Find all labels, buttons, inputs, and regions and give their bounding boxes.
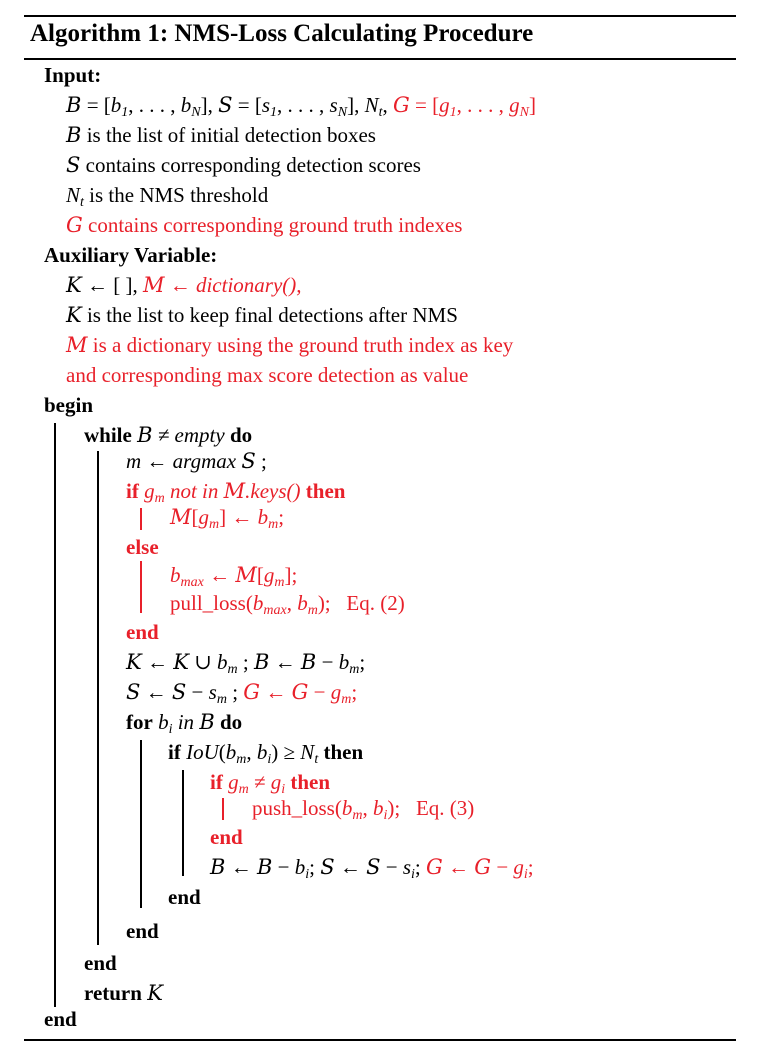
end-if-iou-keyword: end — [168, 885, 201, 909]
else-block-bar — [140, 561, 142, 613]
if-gm-gi-line: if $g_m \ne g_i$ then — [210, 770, 331, 797]
if-gm-gi-block-bar — [222, 798, 224, 820]
auxiliary-desc-k: K is the list to keep final detections after NMS — [66, 303, 458, 327]
end-begin-keyword: end — [44, 1007, 77, 1031]
title-rule — [24, 58, 736, 60]
top-rule — [24, 15, 736, 17]
begin-keyword: begin — [44, 393, 94, 417]
end-if-gm-gi-keyword: end — [210, 825, 243, 849]
auxiliary-heading: Auxiliary Variable: — [44, 243, 218, 267]
for-line: for $b_i$ in B do — [126, 710, 243, 737]
update-k-b-line: K ← K ∪ $b_m$ ; B ← $B - b_m$; — [126, 650, 366, 677]
return-line: return K — [84, 981, 163, 1005]
update-s-g-line: S ← $S - s_m$ ; G ← $G - g_m$; — [126, 680, 358, 707]
bmax-line: $b_{max}$ ← $M[g_m]$; — [170, 563, 298, 590]
while-block-bar — [97, 451, 99, 945]
argmax-line: m ← argmax S ; — [126, 449, 267, 473]
input-desc-nt: $N_t$ is the NMS threshold — [66, 183, 269, 210]
auxiliary-desc-m-2: and corresponding max score detection as value — [66, 363, 469, 387]
input-desc-s: S contains corresponding detection scores — [66, 153, 421, 177]
auxiliary-definition: K ← [ ], M ← dictionary(), — [66, 273, 302, 297]
if-gm-line: if $g_m$ not in M.keys() then — [126, 479, 346, 506]
if-iou-block-bar — [182, 770, 184, 876]
input-desc-g: G contains corresponding ground truth indexes — [66, 213, 463, 237]
end-for-keyword: end — [126, 919, 159, 943]
end-while-keyword: end — [84, 951, 117, 975]
auxiliary-desc-m-1: M is a dictionary using the ground truth index as key — [66, 333, 514, 357]
if-block-bar — [140, 508, 142, 530]
algorithm-title: Algorithm 1: NMS-Loss Calculating Procedure — [30, 20, 534, 47]
input-definition: $B = [b_1$, . . . , $b_N$], $S = [s_1$, . . . , $s_N$], $N_t$, $G = [g_1$, . . . , $g_N$] — [66, 93, 536, 120]
if-iou-line: if $IoU(b_m$, $b_i) \ge N_t$ then — [168, 740, 364, 767]
for-block-bar — [140, 740, 142, 908]
else-keyword: else — [126, 535, 159, 559]
remove-line: B ← $B - b_i$; S ← $S - s_i$; G ← $G - g_i$; — [210, 855, 534, 882]
pull-loss-line: $pull\_loss(b_{max}$, $b_m$); Eq. (2) — [170, 591, 405, 618]
input-heading: Input: — [44, 63, 102, 87]
input-desc-b: B is the list of initial detection boxes — [66, 123, 376, 147]
begin-block-bar — [54, 423, 56, 1007]
while-line: while B ≠ empty do — [84, 423, 253, 447]
dict-assign-line: $M[g_m]$ ← $b_m$; — [170, 505, 285, 532]
end-if-keyword: end — [126, 620, 159, 644]
bottom-rule — [24, 1039, 736, 1041]
push-loss-line: $push\_loss(b_m$, $b_i$); Eq. (3) — [252, 796, 475, 823]
